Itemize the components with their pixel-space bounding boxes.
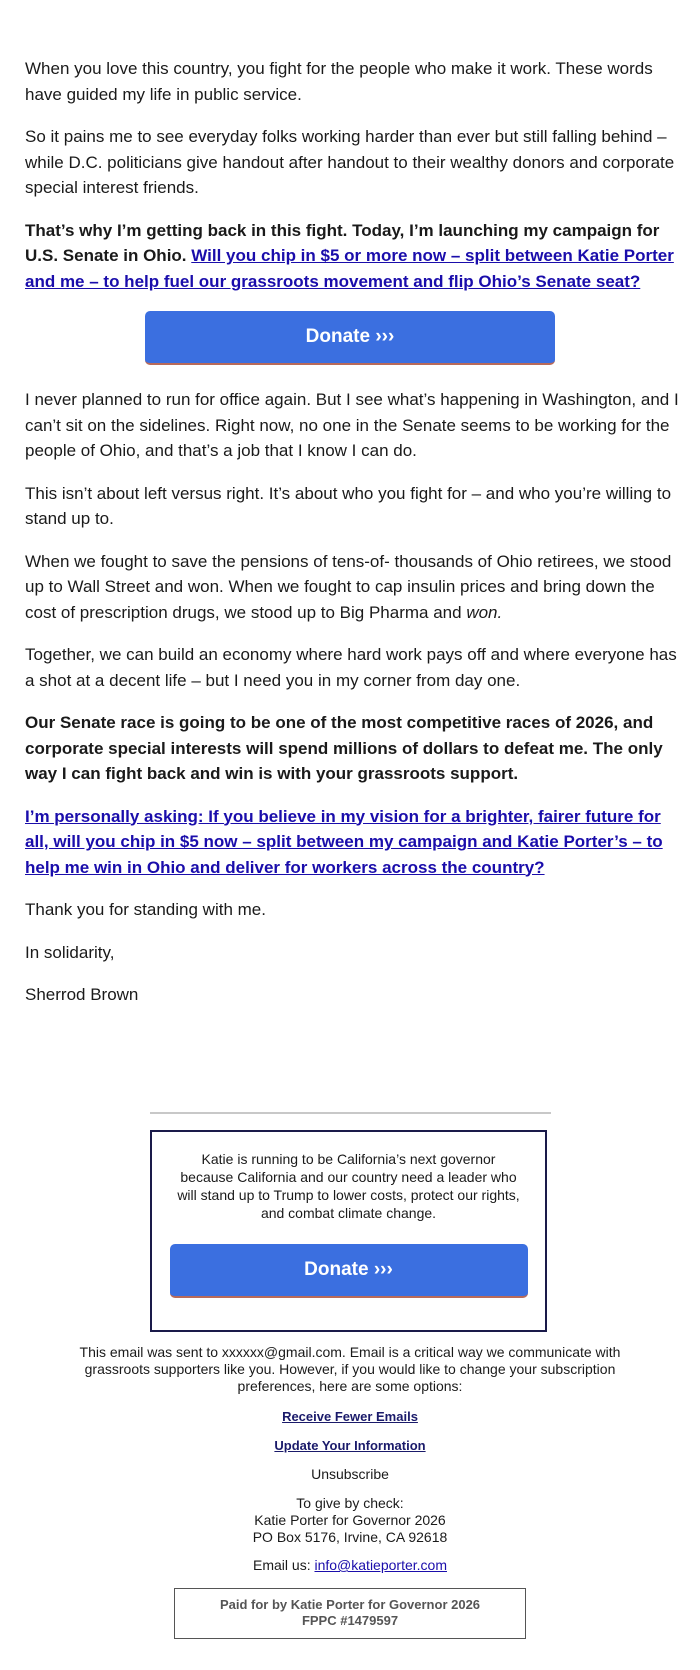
chip-in-link[interactable]: Will you chip in $5 or more now – split between Katie Porter and me – to help fuel our grassroots movement and flip Ohio’s Senate seat? [25,246,674,291]
paragraph-personal-ask [25,804,685,881]
contact-prefix: Email us: [253,1557,311,1573]
katie-promo-box [150,1130,547,1332]
receive-fewer-emails-link[interactable]: Receive Fewer Emails [282,1409,418,1424]
donate-button[interactable]: Donate ››› [145,311,555,365]
check-payee: Katie Porter for Governor 2026 [254,1512,446,1528]
contact-line [0,1557,700,1574]
donate-button-row [0,311,700,365]
check-address: PO Box 5176, Irvine, CA 92618 [252,1529,448,1545]
update-information-link[interactable]: Update Your Information [274,1438,426,1453]
paragraph-economy: Together, we can build an economy where hard work pays off and where everyone has a shot at a decent life – but I need you in my corner from day one. [25,645,677,690]
katie-promo-text: Katie is running to be California’s next governor because California and our country need a leader who will stand up to Trump to lower costs, protect our rights, and combat climate change. [177,1151,520,1221]
contact-email-link[interactable]: info@katieporter.com [314,1557,447,1573]
footer [0,1344,700,1639]
personal-ask-link[interactable]: I’m personally asking: If you believe in my vision for a brighter, fairer future for all, will you chip in $5 now – split between my campaign and Katie Porter’s – to help me win in Ohio and deliver for workers across the country? [25,806,663,877]
closing-line: In solidarity, [25,942,115,962]
paragraph-thank-you: Thank you for standing with me. [25,900,266,919]
paid-for-text: Paid for by Katie Porter for Governor 2026 [219,1597,481,1612]
paragraph-competitive-race: Our Senate race is going to be one of the most competitive races of 2026, and corporate special interests will spend millions of dollars to defeat me. The only way I can fight back and win is with your grassroots support. [25,713,663,783]
katie-donate-button[interactable]: Donate ››› [170,1244,528,1298]
paragraph-left-right: This isn’t about left versus right. It’s about who you fight for – and who you’re willing to stand up to. [25,483,672,528]
paragraph-intro: When you love this country, you fight for the people who make it work. These words have guided my life in public service. [25,59,653,104]
message-content [25,56,685,1025]
record-text: When we fought to save the pensions of tens-of- thousands of Ohio retirees, we stood up to Wall Street and won. When we fought to cap insulin prices and bring down the cost of prescription drugs, we stood up to Big Pharma and [25,551,672,622]
record-won-text: won. [466,602,503,622]
paragraph-run-again: I never planned to run for office again. But I see what’s happening in Washington, and I can’t sit on the sidelines. Right now, no one in the Senate seems to be working for the people of Ohio, and that’s a job that I know I can do. [25,390,679,460]
divider [150,1112,551,1114]
fppc-number: FPPC #1479597 [301,1613,399,1628]
campaign-launch-text: That’s why I’m getting back in this fight. Today, I’m launching my campaign for U.S. Senate in Ohio. [25,220,660,265]
paragraph-campaign-launch [25,218,685,295]
paragraph-falling-behind: So it pains me to see everyday folks working harder than ever but still falling behind – while D.C. politicians give handout after handout to their wealthy donors and corporate special interest friends. [25,127,675,197]
signature: Sherrod Brown [25,985,139,1004]
paid-for-disclaimer [174,1588,526,1639]
paragraph-record [25,549,685,626]
footer-notice: This email was sent to xxxxxx@gmail.com. Email is a critical way we communicate with grassroots supporters like you. However, if you would like to change your subscription preferences, here are some options: [79,1344,621,1394]
unsubscribe-link[interactable]: Unsubscribe [311,1466,389,1482]
check-heading: To give by check: [296,1495,404,1511]
